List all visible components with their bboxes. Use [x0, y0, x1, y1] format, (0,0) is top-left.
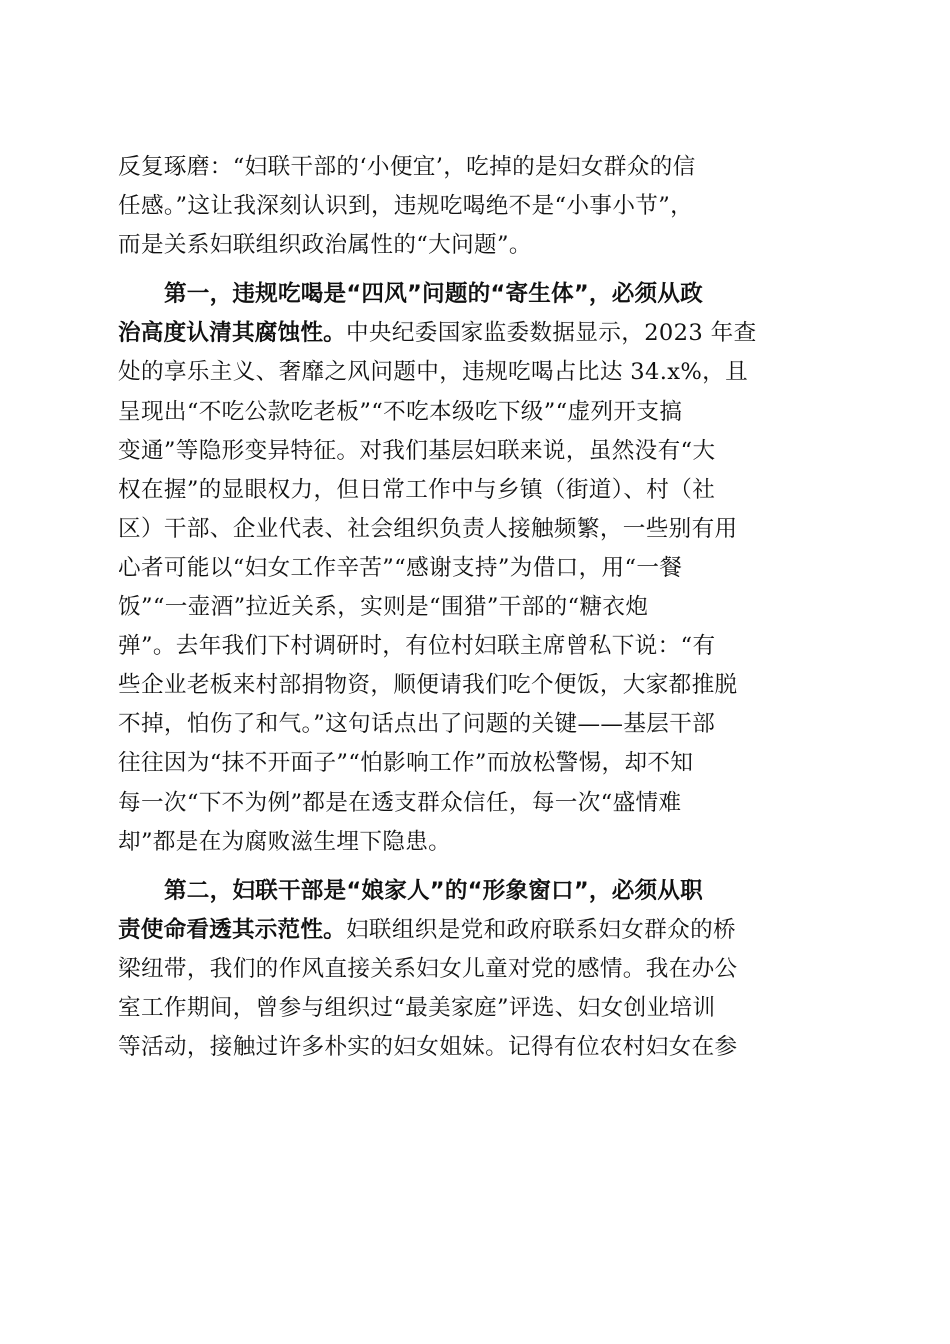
text-line: 往往因为“抹不开面子”“怕影响工作”而放松警惕，却不知 — [118, 750, 694, 777]
text-line: 些企业老板来村部捐物资，顺便请我们吃个便饭，大家都推脱 — [118, 672, 738, 699]
section-1-heading-line — [118, 275, 828, 314]
text-line: 心者可能以“妇女工作辛苦”“感谢支持”为借口，用“一餐 — [118, 554, 683, 581]
text-line — [118, 314, 828, 353]
text-line — [118, 911, 828, 950]
document-body — [118, 148, 828, 1067]
text-line: 权在握”的显眼权力，但日常工作中与乡镇（街道）、村（社 — [118, 476, 716, 503]
section-2-heading-line — [118, 872, 828, 911]
section-2-lead: 第二，妇联干部是“娘家人”的“形象窗口”，必须从职 — [164, 877, 703, 904]
text-line: 每一次“下不为例”都是在透支群众信任，每一次“盛情难 — [118, 789, 682, 816]
section-2-lead-continued: 责使命看透其示范性。 — [118, 916, 346, 943]
section-1-lead: 第一，违规吃喝是“四风”问题的“寄生体”，必须从政 — [164, 281, 703, 308]
section-2-text: 妇联组织是党和政府联系妇女群众的桥 — [345, 916, 736, 943]
text-line: 变通”等隐形变异特征。对我们基层妇联来说，虽然没有“大 — [118, 437, 716, 464]
text-line: 而是关系妇联组织政治属性的“大问题”。 — [118, 232, 532, 259]
section-1-lead-continued: 治高度认清其腐蚀性。 — [118, 320, 346, 347]
section-1-text: 中央纪委国家监委数据显示，2023 年查 — [345, 320, 757, 347]
text-line: 室工作期间，曾参与组织过“最美家庭”评选、妇女创业培训 — [118, 994, 716, 1021]
text-line: 呈现出“不吃公款吃老板”“不吃本级吃下级”“虚列开支搞 — [118, 398, 683, 425]
text-line: 处的享乐主义、奢靡之风问题中，违规吃喝占比达 34.x%，且 — [118, 359, 749, 386]
text-line: 反复琢磨：“妇联干部的‘小便宜’，吃掉的是妇女群众的信 — [118, 154, 696, 180]
text-line: 任感。”这让我深刻认识到，违规吃喝绝不是“小事小节”， — [118, 193, 694, 220]
text-line: 区）干部、企业代表、社会组织负责人接触频繁，一些别有用 — [118, 515, 738, 542]
text-line: 不掉，怕伤了和气。”这句话点出了问题的关键——基层干部 — [118, 711, 716, 738]
text-line: 却”都是在为腐败滋生埋下隐患。 — [118, 828, 452, 855]
text-line: 等活动，接触过许多朴实的妇女姐妹。记得有位农村妇女在参 — [118, 1034, 738, 1061]
text-line: 梁纽带，我们的作风直接关系妇女儿童对党的感情。我在办公 — [118, 955, 738, 982]
text-line: 弹”。去年我们下村调研时，有位村妇联主席曾私下说：“有 — [118, 633, 716, 660]
text-line: 饭”“一壶酒”拉近关系，实则是“围猎”干部的“糖衣炮 — [118, 594, 649, 621]
